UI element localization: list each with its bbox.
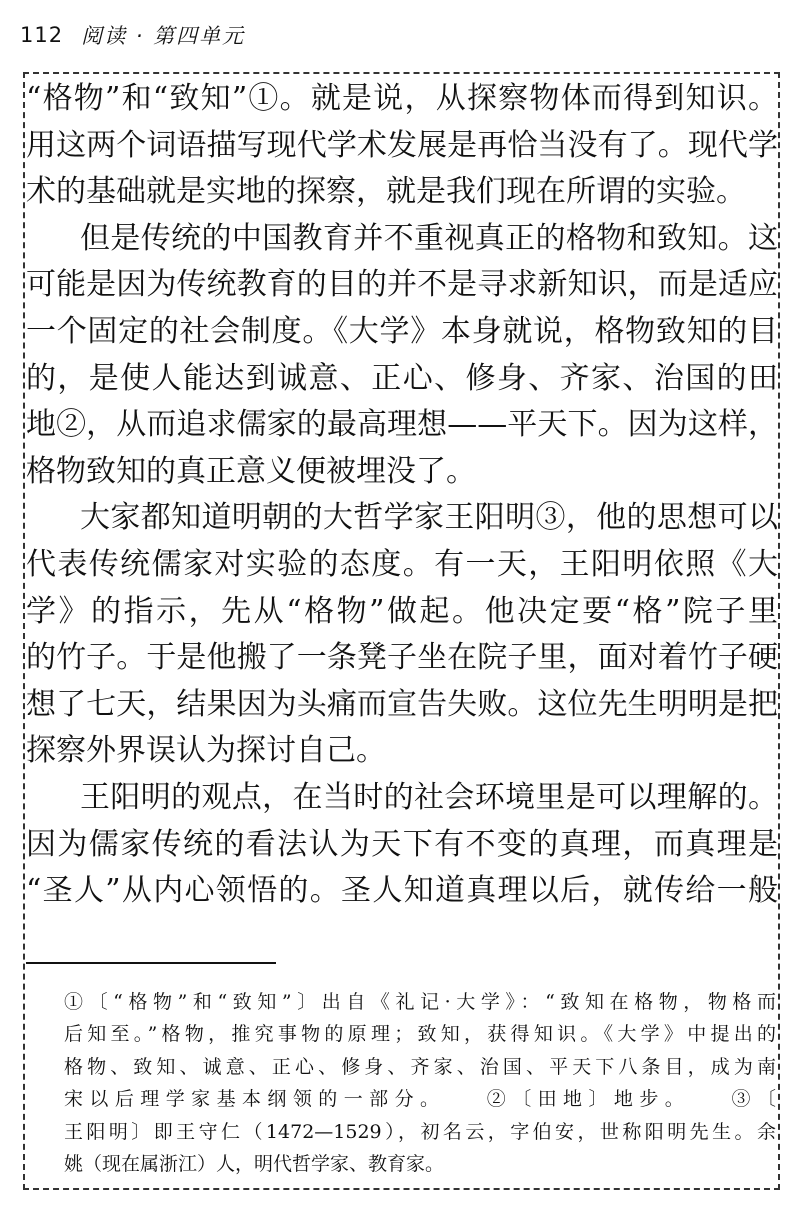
body-text	[26, 76, 778, 915]
paragraph-start-line: 大家都知道明朝的大哲学家王阳明③，他的思想可以	[80, 500, 778, 536]
footnotes	[64, 986, 776, 1180]
running-title: 阅读 · 第四单元	[81, 24, 246, 48]
footnote-line: ①〔“格物”和“致知”〕出自《礼记·大学》：“致知在格物，物格而	[64, 991, 776, 1013]
footnote-line: 后知至。”格物，推究事物的原理；致知，获得知识。《大学》中提出的	[64, 1023, 776, 1046]
body-line: 可能是因为传统教育的目的并不是寻求新知识，而是适应	[26, 267, 778, 303]
page-number: 112	[20, 23, 64, 47]
footnote-line: 王阳明〕即王守仁（1472—1529），初名云，字伯安，世称阳明先生。余	[64, 1120, 776, 1143]
body-line: 探察外界误认为探讨自己。	[26, 733, 386, 769]
page-header	[20, 18, 245, 52]
paragraph-start-line: 王阳明的观点，在当时的社会环境里是可以理解的。	[80, 779, 778, 815]
footnote-line: 宋以后理学家基本纲领的一部分。 ②〔田地〕地步。 ③〔	[64, 1088, 776, 1111]
body-line: 想了七天，结果因为头痛而宣告失败。这位先生明明是把	[26, 686, 778, 722]
body-line: 学》的指示，先从“格物”做起。他决定要“格”院子里	[26, 593, 778, 629]
body-line: “格物”和“致知”①。就是说，从探察物体而得到知识。	[26, 81, 778, 116]
body-line: “圣人”从内心领悟的。圣人知道真理以后，就传给一般	[26, 873, 778, 909]
body-line: 用这两个词语描写现代学术发展是再恰当没有了。现代学	[26, 127, 778, 163]
paragraph-start-line: 但是传统的中国教育并不重视真正的格物和致知。这	[80, 220, 778, 256]
body-line: 的竹子。于是他搬了一条凳子坐在院子里，面对着竹子硬	[26, 640, 778, 676]
body-line: 术的基础就是实地的探察，就是我们现在所谓的实验。	[26, 174, 746, 210]
footnote-divider	[26, 962, 276, 964]
body-line: 因为儒家传统的看法认为天下有不变的真理，而真理是	[26, 826, 778, 862]
body-line: 的，是使人能达到诚意、正心、修身、齐家、治国的田	[26, 360, 778, 396]
footnote-line: 姚（现在属浙江）人，明代哲学家、教育家。	[64, 1152, 445, 1175]
body-line: 一个固定的社会制度。《大学》本身就说，格物致知的目	[26, 313, 778, 349]
body-line: 代表传统儒家对实验的态度。有一天，王阳明依照《大	[26, 546, 778, 582]
body-line: 格物致知的真正意义便被埋没了。	[26, 453, 476, 489]
body-line: 地②，从而追求儒家的最高理想——平天下。因为这样，	[26, 407, 778, 443]
footnote-line: 格物、致知、诚意、正心、修身、齐家、治国、平天下八条目，成为南	[64, 1055, 776, 1078]
